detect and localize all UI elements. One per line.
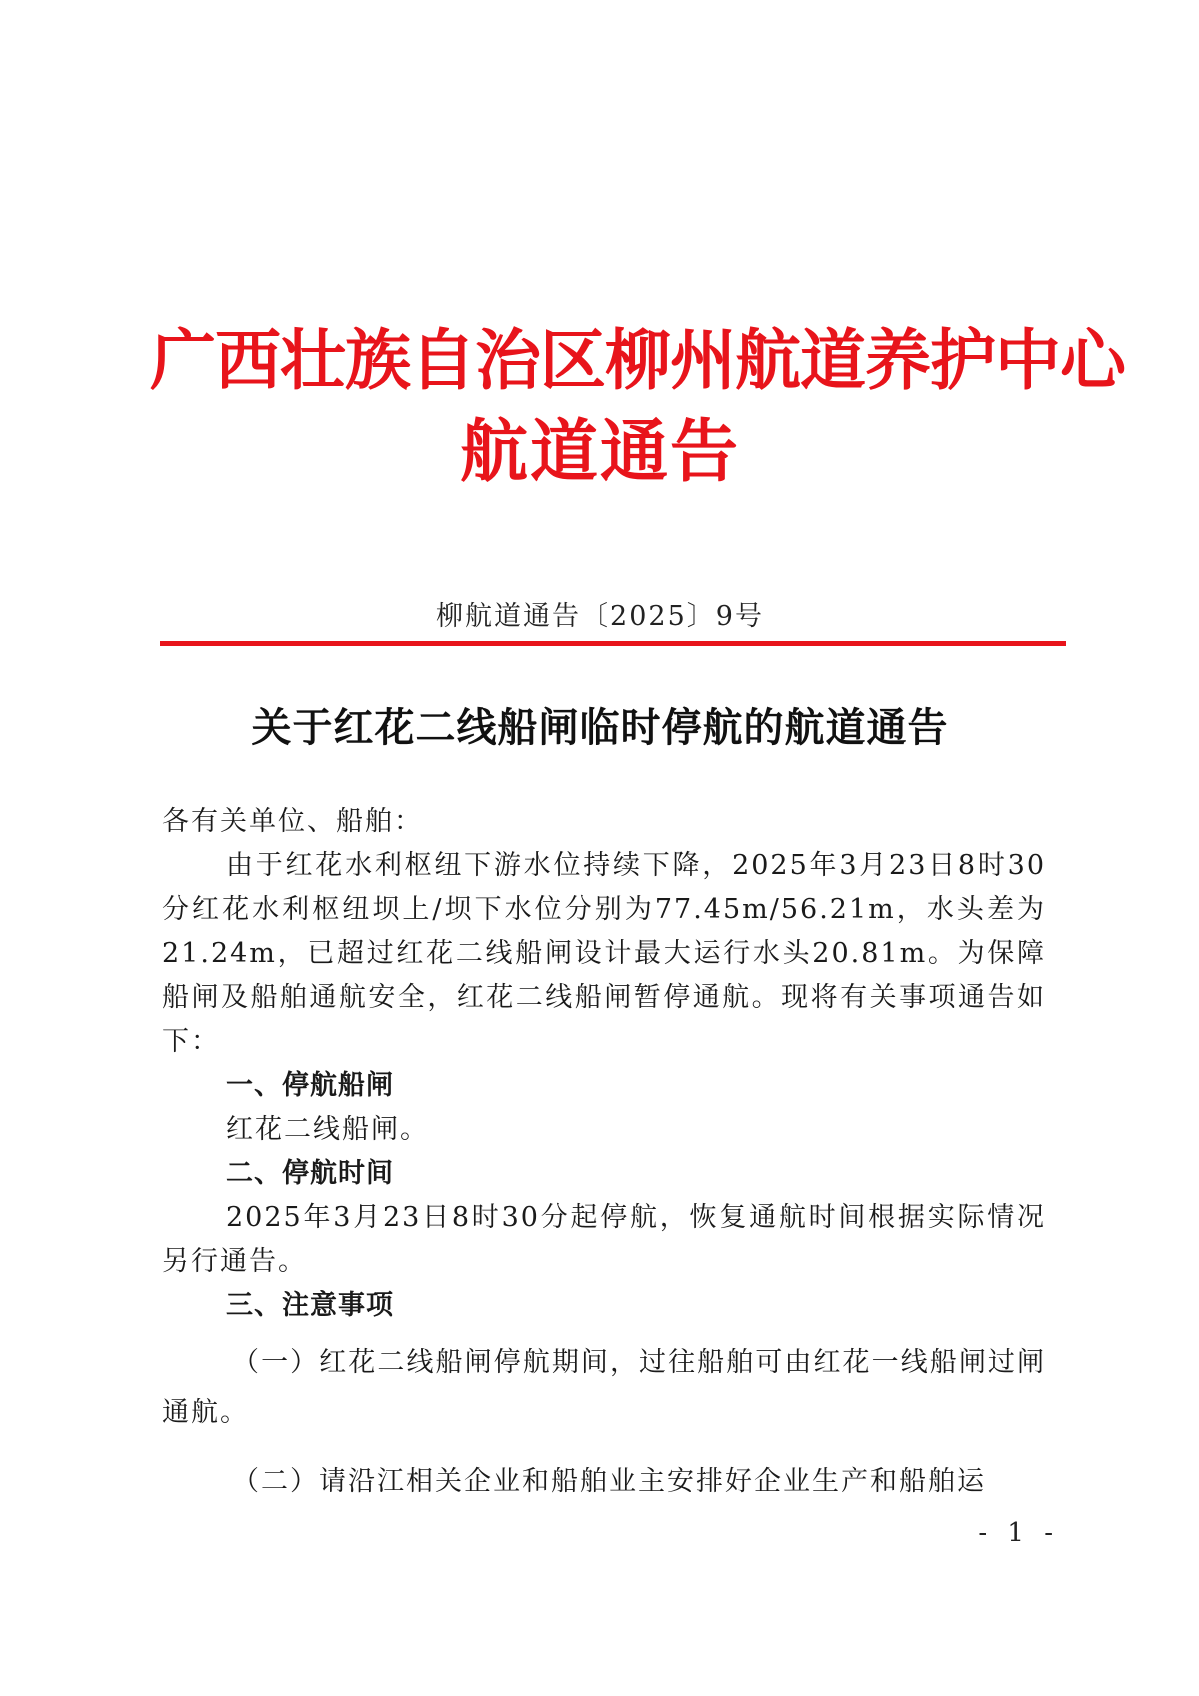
red-divider [160,641,1066,646]
organization-name: 广西壮族自治区柳州航道养护中心 [150,321,1125,399]
section-heading-2: 二、停航时间 [226,1158,394,1189]
document-number: 柳航道通告〔2025〕9号 [436,601,764,632]
notice-body [162,800,1046,1504]
section-content-2: 2025年3月23日8时30分起停航，恢复通航时间根据实际情况另行通告。 [162,1202,1046,1277]
section-heading-3: 三、注意事项 [226,1290,394,1321]
intro-paragraph: 由于红花水利枢纽下游水位持续下降，2025年3月23日8时30分红花水利枢纽坝上/坝下水位分别为77.45m/56.21m，水头差为21.24m，已超过红花二线船闸设计最大运行水头20.81m。为保障船闸及船舶通航安全，红花二线船闸暂停通航。现将有关事项通告如下： [162,850,1046,1057]
salutation: 各有关单位、船舶： [162,806,423,837]
notice-title: 关于红花二线船闸临时停航的航道通告 [251,704,949,751]
caution-item-2: （二）请沿江相关企业和船舶业主安排好企业生产和船舶运 [232,1466,986,1497]
document-type: 航道通告 [459,412,740,492]
section-heading-1: 一、停航船闸 [226,1070,394,1101]
page-number: - 1 - [978,1518,1059,1548]
section-content-1: 红花二线船闸。 [226,1114,429,1145]
caution-item-1: （一）红花二线船闸停航期间，过往船舶可由红花一线船闸过闸通航。 [162,1347,1046,1428]
